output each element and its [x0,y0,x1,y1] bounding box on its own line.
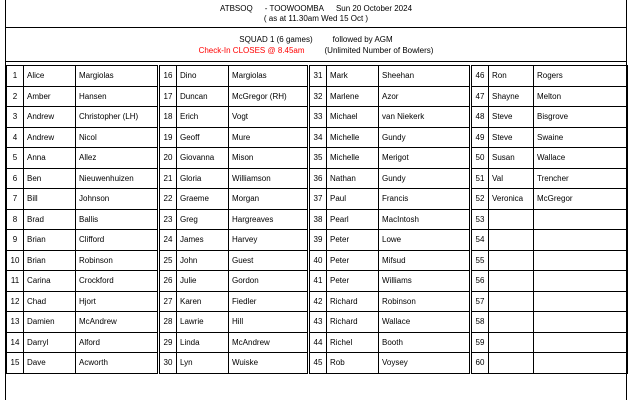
last-name: Fiedler [229,291,308,312]
last-name: Harvey [229,230,308,251]
bowler-number: 23 [160,209,177,230]
table-row [7,209,628,230]
bowler-number: 17 [160,86,177,107]
first-name: John [177,250,229,271]
bowler-number: 25 [160,250,177,271]
bowler-number: 40 [310,250,327,271]
bowler-number: 19 [160,127,177,148]
first-name: Peter [327,250,379,271]
first-name: Steve [489,127,534,148]
bowler-number: 21 [160,168,177,189]
bowler-number: 29 [160,332,177,353]
first-name [489,271,534,292]
first-name: Darryl [24,332,76,353]
last-name: Hill [229,312,308,333]
last-name: Azor [379,86,470,107]
bowler-number: 2 [7,86,24,107]
bowler-number: 34 [310,127,327,148]
first-name: Linda [177,332,229,353]
first-name: Karen [177,291,229,312]
table-row [7,250,628,271]
bowler-number: 31 [310,66,327,87]
first-name: Graeme [177,189,229,210]
table-row [7,107,628,128]
first-name: Brian [24,230,76,251]
table-row [7,230,628,251]
last-name: Gundy [379,168,470,189]
first-name: Lyn [177,353,229,374]
bowler-number: 49 [472,127,489,148]
first-name: Marlene [327,86,379,107]
bowler-number: 9 [7,230,24,251]
last-name: Nieuwenhuizen [76,168,158,189]
bowler-number: 47 [472,86,489,107]
first-name: Michelle [327,148,379,169]
last-name: Swaine [534,127,628,148]
first-name: Veronica [489,189,534,210]
last-name: Wallace [379,312,470,333]
header [6,0,626,28]
bowler-number: 42 [310,291,327,312]
last-name: Booth [379,332,470,353]
last-name: Guest [229,250,308,271]
first-name: Chad [24,291,76,312]
last-name: Johnson [76,189,158,210]
bowler-number: 12 [7,291,24,312]
first-name: Richard [327,291,379,312]
first-name: Greg [177,209,229,230]
last-name: Mifsud [379,250,470,271]
bowler-number: 43 [310,312,327,333]
last-name: Nicol [76,127,158,148]
table-row [7,66,628,87]
bowler-number: 39 [310,230,327,251]
last-name [534,291,628,312]
first-name: James [177,230,229,251]
squad-info [6,28,626,62]
first-name: Amber [24,86,76,107]
last-name: Bisgrove [534,107,628,128]
table-row [7,271,628,292]
bowler-number: 16 [160,66,177,87]
bowler-number: 60 [472,353,489,374]
bowler-number: 54 [472,230,489,251]
first-name: Richel [327,332,379,353]
last-name: Williamson [229,168,308,189]
last-name [534,209,628,230]
bowler-number: 45 [310,353,327,374]
event-date: Sun 20 October 2024 [335,4,413,13]
bowler-number: 26 [160,271,177,292]
last-name: Hansen [76,86,158,107]
bowler-number: 38 [310,209,327,230]
last-name: Allez [76,148,158,169]
unlimited-note: (Unlimited Number of Bowlers) [324,46,434,55]
last-name: Trencher [534,168,628,189]
last-name [534,230,628,251]
bowler-number: 5 [7,148,24,169]
bowler-number: 56 [472,271,489,292]
last-name [534,332,628,353]
checkin-note: Check-In CLOSES @ 8.45am [198,46,305,55]
bowler-number: 50 [472,148,489,169]
bowler-number: 33 [310,107,327,128]
first-name [489,312,534,333]
last-name: Acworth [76,353,158,374]
last-name: Voysey [379,353,470,374]
table-row [7,291,628,312]
last-name: Wuiske [229,353,308,374]
first-name: Anna [24,148,76,169]
first-name [489,291,534,312]
last-name: Hjort [76,291,158,312]
bowler-number: 55 [472,250,489,271]
first-name: Bill [24,189,76,210]
last-name: Williams [379,271,470,292]
table-row [7,312,628,333]
last-name: Hargreaves [229,209,308,230]
last-name: McAndrew [229,332,308,353]
first-name: Peter [327,230,379,251]
bowler-number: 52 [472,189,489,210]
first-name: Michelle [327,127,379,148]
first-name: Michael [327,107,379,128]
last-name: Rogers [534,66,628,87]
first-name: Pearl [327,209,379,230]
first-name: Dave [24,353,76,374]
bowler-number: 11 [7,271,24,292]
last-name: Crockford [76,271,158,292]
first-name: Damien [24,312,76,333]
first-name [489,353,534,374]
last-name [534,271,628,292]
first-name: Susan [489,148,534,169]
bowler-number: 8 [7,209,24,230]
first-name: Lawrie [177,312,229,333]
last-name [534,312,628,333]
last-name: Francis [379,189,470,210]
bowler-number: 51 [472,168,489,189]
bowler-number: 15 [7,353,24,374]
bowler-number: 35 [310,148,327,169]
table-row [7,127,628,148]
first-name: Andrew [24,107,76,128]
last-name: Melton [534,86,628,107]
last-name: Morgan [229,189,308,210]
bowler-number: 22 [160,189,177,210]
last-name: Christopher (LH) [76,107,158,128]
bowler-number: 28 [160,312,177,333]
first-name [489,250,534,271]
last-name: Merigot [379,148,470,169]
last-name [534,250,628,271]
last-name: Margiolas [229,66,308,87]
first-name: Ben [24,168,76,189]
bowler-number: 3 [7,107,24,128]
bowler-number: 57 [472,291,489,312]
bowler-number: 13 [7,312,24,333]
last-name: Mure [229,127,308,148]
first-name: Gloria [177,168,229,189]
first-name: Nathan [327,168,379,189]
bowler-number: 1 [7,66,24,87]
first-name: Ron [489,66,534,87]
last-name: McGregor [534,189,628,210]
last-name [534,353,628,374]
bowler-number: 14 [7,332,24,353]
bowler-number: 27 [160,291,177,312]
last-name: Alford [76,332,158,353]
last-name: Lowe [379,230,470,251]
table-row [7,332,628,353]
first-name: Erich [177,107,229,128]
last-name: Mison [229,148,308,169]
bowler-number: 48 [472,107,489,128]
first-name: Giovanna [177,148,229,169]
bowler-number: 53 [472,209,489,230]
first-name: Andrew [24,127,76,148]
first-name: Carina [24,271,76,292]
first-name: Dino [177,66,229,87]
bowler-table-body [7,66,628,374]
table-row [7,353,628,374]
as-at-note: ( as at 11.30am Wed 15 Oct ) [263,14,369,23]
first-name: Richard [327,312,379,333]
last-name: McGregor (RH) [229,86,308,107]
first-name: Duncan [177,86,229,107]
last-name: Sheehan [379,66,470,87]
bowler-number: 58 [472,312,489,333]
first-name: Julie [177,271,229,292]
location: - TOOWOOMBA [264,4,324,13]
bowler-number: 37 [310,189,327,210]
last-name: Gordon [229,271,308,292]
first-name: Brad [24,209,76,230]
first-name: Paul [327,189,379,210]
first-name [489,230,534,251]
first-name: Rob [327,353,379,374]
first-name [489,209,534,230]
table-row [7,168,628,189]
bowler-number: 44 [310,332,327,353]
bowler-number: 6 [7,168,24,189]
bowler-number: 46 [472,66,489,87]
first-name: Brian [24,250,76,271]
first-name: Alice [24,66,76,87]
first-name: Shayne [489,86,534,107]
bowler-number: 30 [160,353,177,374]
squad-title: SQUAD 1 (6 games) [239,35,313,44]
first-name: Mark [327,66,379,87]
bowler-table [6,65,628,374]
first-name: Steve [489,107,534,128]
bowler-list-sheet [5,0,627,400]
header-line [6,4,626,14]
bowler-number: 41 [310,271,327,292]
table-row [7,189,628,210]
bowler-number: 24 [160,230,177,251]
bowler-number: 10 [7,250,24,271]
bowler-number: 4 [7,127,24,148]
bowler-number: 20 [160,148,177,169]
last-name: Gundy [379,127,470,148]
last-name: McAndrew [76,312,158,333]
last-name: van Niekerk [379,107,470,128]
bowler-number: 32 [310,86,327,107]
bowler-number: 59 [472,332,489,353]
last-name: Robinson [76,250,158,271]
last-name: Ballis [76,209,158,230]
bowler-number: 7 [7,189,24,210]
bowler-number: 18 [160,107,177,128]
first-name: Geoff [177,127,229,148]
table-row [7,148,628,169]
bowler-number: 36 [310,168,327,189]
last-name: Clifford [76,230,158,251]
first-name [489,332,534,353]
table-row [7,86,628,107]
first-name: Peter [327,271,379,292]
first-name: Val [489,168,534,189]
last-name: Robinson [379,291,470,312]
last-name: Vogt [229,107,308,128]
followed-note: followed by AGM [332,35,393,44]
last-name: MacIntosh [379,209,470,230]
last-name: Margiolas [76,66,158,87]
org-name: ATBSOQ [219,4,253,13]
last-name: Wallace [534,148,628,169]
